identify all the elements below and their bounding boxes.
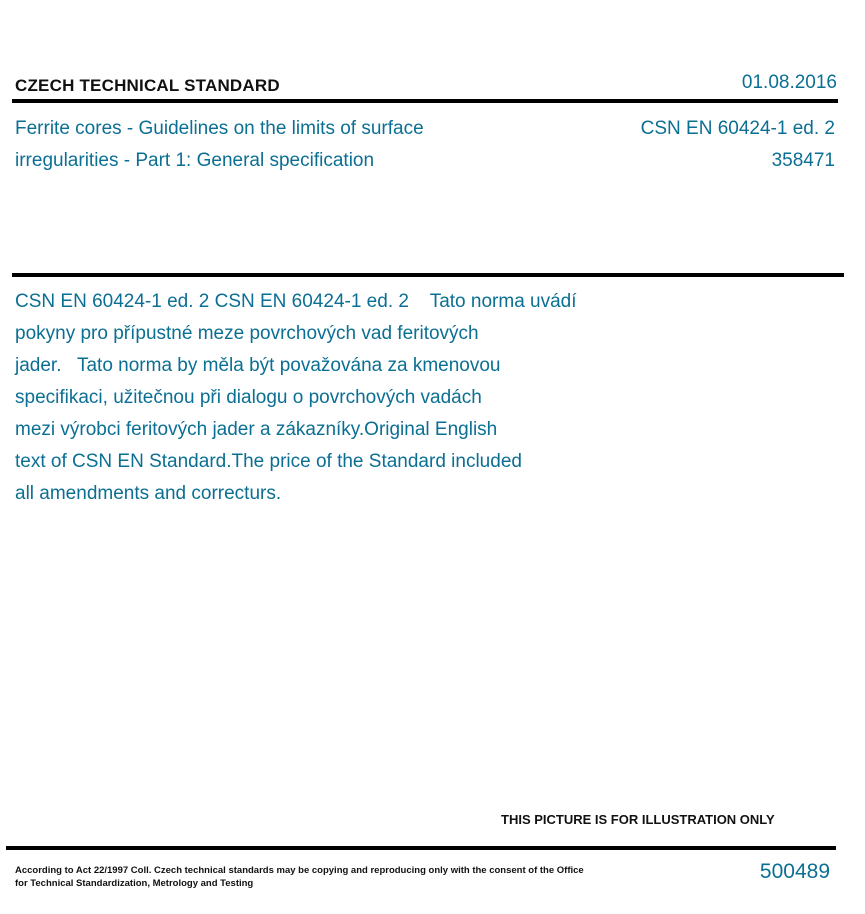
document-id: 500489 <box>759 860 830 883</box>
middle-divider <box>12 273 844 277</box>
header-label: CZECH TECHNICAL STANDARD <box>15 76 280 95</box>
description-line: mezi výrobci feritových jader a zákazníky.Original English <box>15 419 498 440</box>
description-line: jader. Tato norma by měla být považována za kmenovou <box>15 355 501 376</box>
standard-identifier <box>641 113 835 177</box>
description-line: pokyny pro přípustné meze povrchových vad feritových <box>15 323 479 344</box>
description-line: all amendments and correcturs. <box>15 483 282 504</box>
standard-description <box>15 286 665 510</box>
catalog-number: 358471 <box>771 150 835 171</box>
title-line: Ferrite cores - Guidelines on the limits of surface <box>15 118 424 139</box>
standard-designation: CSN EN 60424-1 ed. 2 <box>640 118 835 139</box>
legal-notice <box>15 864 595 890</box>
top-divider <box>12 99 838 103</box>
legal-line: for Technical Standardization, Metrology and Testing <box>15 878 254 889</box>
bottom-divider <box>6 846 836 850</box>
illustration-note: THIS PICTURE IS FOR ILLUSTRATION ONLY <box>501 812 775 827</box>
description-line: specifikaci, užitečnou při dialogu o povrchových vadách <box>15 387 482 408</box>
title-line: irregularities - Part 1: General specification <box>15 150 375 171</box>
legal-line: According to Act 22/1997 Coll. Czech technical standards may be copying and reproducing only with the consent of the Office <box>15 865 584 876</box>
publication-date: 01.08.2016 <box>741 72 837 93</box>
standard-title <box>15 113 535 177</box>
description-line: CSN EN 60424-1 ed. 2 CSN EN 60424-1 ed. 2 Tato norma uvádí <box>15 291 577 312</box>
description-line: text of CSN EN Standard.The price of the Standard included <box>15 451 522 472</box>
